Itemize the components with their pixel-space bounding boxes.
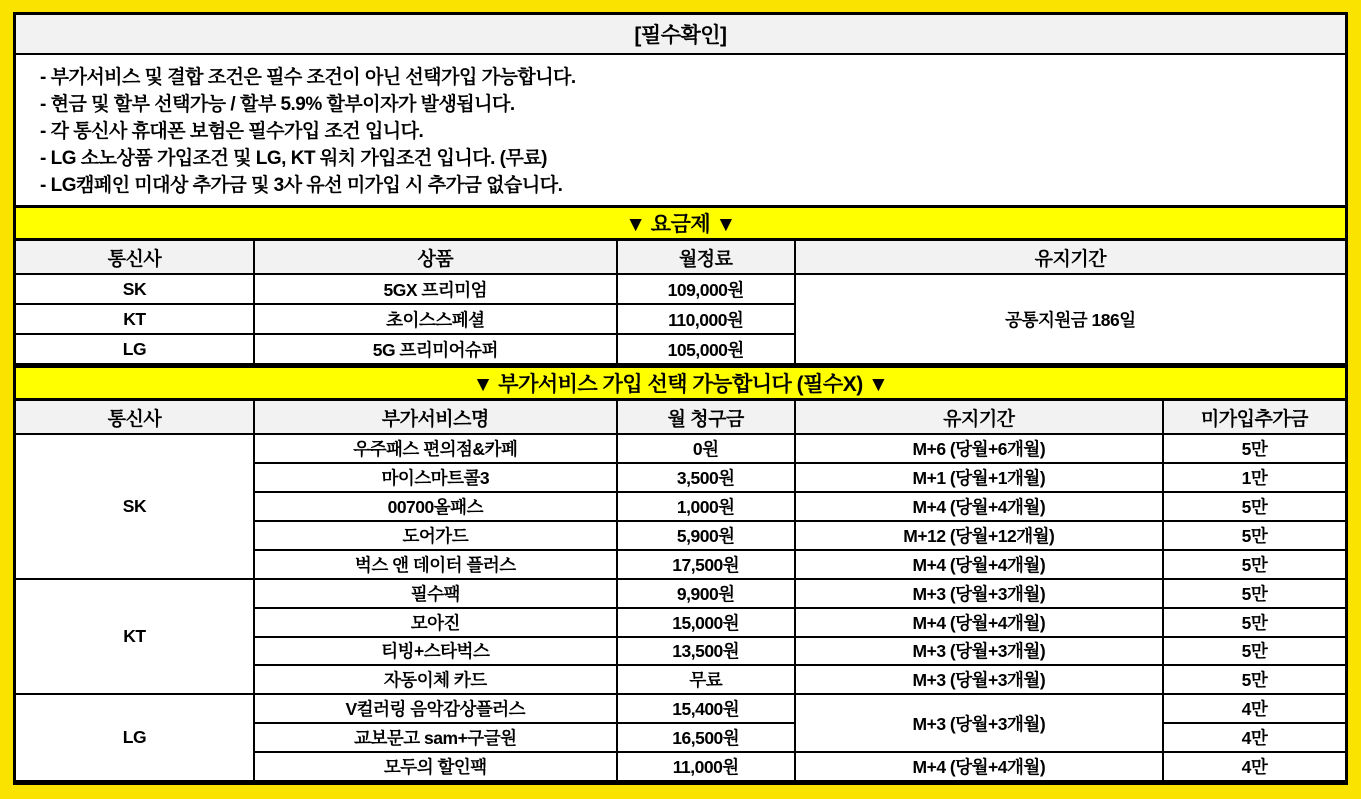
addon-table bbox=[16, 401, 1345, 782]
monthly-charge-cell: 5,900원 bbox=[617, 521, 795, 550]
table-row bbox=[16, 694, 1345, 723]
retention-cell: M+3 (당월+3개월) bbox=[795, 637, 1163, 666]
retention-merged-cell: 공통지원금 186일 bbox=[795, 274, 1345, 364]
carrier-cell: LG bbox=[16, 694, 254, 781]
addon-section-title: ▼ 부가서비스 가입 선택 가능합니다 (필수X) ▼ bbox=[16, 365, 1345, 401]
service-name-cell: 교보문고 sam+구글원 bbox=[254, 723, 617, 752]
product-cell: 초이스스페셜 bbox=[254, 304, 617, 334]
penalty-cell: 4만 bbox=[1163, 694, 1345, 723]
monthly-charge-cell: 16,500원 bbox=[617, 723, 795, 752]
monthly-charge-cell: 15,400원 bbox=[617, 694, 795, 723]
column-header: 월정료 bbox=[617, 241, 795, 274]
carrier-cell: SK bbox=[16, 274, 254, 304]
monthly-charge-cell: 3,500원 bbox=[617, 463, 795, 492]
column-header: 미가입추가금 bbox=[1163, 401, 1345, 434]
carrier-cell: KT bbox=[16, 579, 254, 695]
plan-header-row bbox=[16, 241, 1345, 274]
plan-table-body bbox=[16, 274, 1345, 364]
column-header: 통신사 bbox=[16, 401, 254, 434]
penalty-cell: 4만 bbox=[1163, 752, 1345, 781]
monthly-charge-cell: 17,500원 bbox=[617, 550, 795, 579]
service-name-cell: 00700올패스 bbox=[254, 492, 617, 521]
retention-cell: M+3 (당월+3개월) bbox=[795, 665, 1163, 694]
plan-section-title: ▼ 요금제 ▼ bbox=[16, 205, 1345, 241]
notice-line: - 각 통신사 휴대폰 보험은 필수가입 조건 입니다. bbox=[40, 121, 424, 143]
notice-title: [필수확인] bbox=[16, 15, 1345, 55]
monthly-fee-cell: 105,000원 bbox=[617, 334, 795, 364]
monthly-fee-cell: 109,000원 bbox=[617, 274, 795, 304]
notice-line: - 부가서비스 및 결합 조건은 필수 조건이 아닌 선택가입 가능합니다. bbox=[40, 67, 576, 89]
service-name-cell: 우주패스 편의점&카페 bbox=[254, 434, 617, 463]
service-name-cell: 모아진 bbox=[254, 608, 617, 637]
column-header: 월 청구금 bbox=[617, 401, 795, 434]
addon-header-row bbox=[16, 401, 1345, 434]
table-row bbox=[16, 579, 1345, 608]
notice-line: - LG캠페인 미대상 추가금 및 3사 유선 미가입 시 추가금 없습니다. bbox=[40, 175, 563, 197]
column-header: 상품 bbox=[254, 241, 617, 274]
penalty-cell: 5만 bbox=[1163, 608, 1345, 637]
addon-table-header bbox=[16, 401, 1345, 434]
service-name-cell: 벅스 앤 데이터 플러스 bbox=[254, 550, 617, 579]
plan-table-header bbox=[16, 241, 1345, 274]
carrier-cell: SK bbox=[16, 434, 254, 578]
retention-cell: M+6 (당월+6개월) bbox=[795, 434, 1163, 463]
retention-cell: M+3 (당월+3개월) bbox=[795, 579, 1163, 608]
penalty-cell: 5만 bbox=[1163, 665, 1345, 694]
service-name-cell: 필수팩 bbox=[254, 579, 617, 608]
column-header: 유지기간 bbox=[795, 241, 1345, 274]
penalty-cell: 5만 bbox=[1163, 550, 1345, 579]
column-header: 부가서비스명 bbox=[254, 401, 617, 434]
addon-table-body bbox=[16, 434, 1345, 781]
penalty-cell: 5만 bbox=[1163, 579, 1345, 608]
penalty-cell: 5만 bbox=[1163, 521, 1345, 550]
notice-line: - 현금 및 할부 선택가능 / 할부 5.9% 할부이자가 발생됩니다. bbox=[40, 94, 515, 116]
retention-cell: M+4 (당월+4개월) bbox=[795, 550, 1163, 579]
product-cell: 5G 프리미어슈퍼 bbox=[254, 334, 617, 364]
penalty-cell: 5만 bbox=[1163, 434, 1345, 463]
column-header: 통신사 bbox=[16, 241, 254, 274]
penalty-cell: 4만 bbox=[1163, 723, 1345, 752]
retention-cell: M+4 (당월+4개월) bbox=[795, 492, 1163, 521]
retention-cell: M+4 (당월+4개월) bbox=[795, 608, 1163, 637]
plan-table bbox=[16, 241, 1345, 365]
table-row bbox=[16, 274, 1345, 304]
monthly-charge-cell: 0원 bbox=[617, 434, 795, 463]
monthly-fee-cell: 110,000원 bbox=[617, 304, 795, 334]
carrier-cell: LG bbox=[16, 334, 254, 364]
penalty-cell: 5만 bbox=[1163, 492, 1345, 521]
service-name-cell: 도어가드 bbox=[254, 521, 617, 550]
table-row bbox=[16, 434, 1345, 463]
notice-line: - LG 소노상품 가입조건 및 LG, KT 워치 가입조건 입니다. (무료) bbox=[40, 148, 548, 170]
retention-cell: M+3 (당월+3개월) bbox=[795, 694, 1163, 752]
monthly-charge-cell: 13,500원 bbox=[617, 637, 795, 666]
content-frame bbox=[13, 12, 1348, 785]
monthly-charge-cell: 무료 bbox=[617, 665, 795, 694]
carrier-cell: KT bbox=[16, 304, 254, 334]
penalty-cell: 1만 bbox=[1163, 463, 1345, 492]
monthly-charge-cell: 11,000원 bbox=[617, 752, 795, 781]
retention-cell: M+12 (당월+12개월) bbox=[795, 521, 1163, 550]
monthly-charge-cell: 15,000원 bbox=[617, 608, 795, 637]
penalty-cell: 5만 bbox=[1163, 637, 1345, 666]
service-name-cell: 마이스마트콜3 bbox=[254, 463, 617, 492]
service-name-cell: 티빙+스타벅스 bbox=[254, 637, 617, 666]
service-name-cell: 자동이체 카드 bbox=[254, 665, 617, 694]
product-cell: 5GX 프리미엄 bbox=[254, 274, 617, 304]
notice-list bbox=[16, 55, 1345, 205]
monthly-charge-cell: 1,000원 bbox=[617, 492, 795, 521]
column-header: 유지기간 bbox=[795, 401, 1163, 434]
retention-cell: M+1 (당월+1개월) bbox=[795, 463, 1163, 492]
monthly-charge-cell: 9,900원 bbox=[617, 579, 795, 608]
service-name-cell: 모두의 할인팩 bbox=[254, 752, 617, 781]
retention-cell: M+4 (당월+4개월) bbox=[795, 752, 1163, 781]
service-name-cell: V컬러링 음악감상플러스 bbox=[254, 694, 617, 723]
